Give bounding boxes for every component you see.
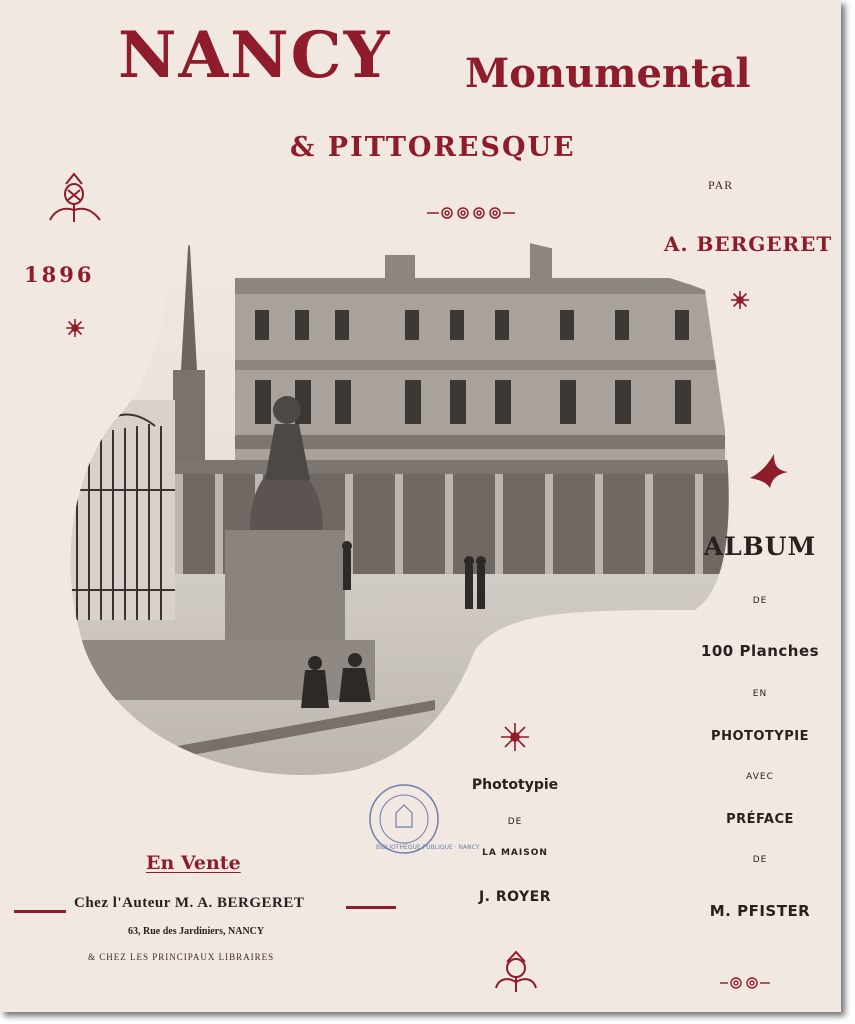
author-name: A. BERGERET bbox=[664, 232, 833, 256]
album-phototypie: PHOTOTYPIE bbox=[711, 729, 809, 744]
printer-phototypie: Phototypie bbox=[471, 777, 559, 793]
album-de-2: DE bbox=[752, 855, 768, 865]
thistle-icon bbox=[48, 172, 102, 224]
printer-maison: LA MAISON bbox=[482, 848, 548, 858]
album-en: EN bbox=[752, 689, 768, 699]
scroll-ornament-icon bbox=[718, 975, 772, 991]
album-planches: 100 Planches bbox=[700, 642, 820, 660]
printer-name: J. ROYER bbox=[478, 889, 552, 905]
rule-right bbox=[346, 906, 396, 909]
album-avec: AVEC bbox=[746, 772, 774, 782]
sale-author: Chez l'Auteur M. A. BERGERET bbox=[74, 895, 305, 911]
title-line2: & PITTORESQUE bbox=[290, 132, 576, 163]
album-de: DE bbox=[752, 596, 768, 606]
rule-left bbox=[14, 910, 66, 913]
preface-author: M. PFISTER bbox=[709, 902, 811, 920]
printer-de: DE bbox=[507, 817, 523, 827]
sale-libraires: & CHEZ LES PRINCIPAUX LIBRAIRES bbox=[88, 952, 275, 962]
sale-address: 63, Rue des Jardiniers, NANCY bbox=[128, 926, 265, 937]
title-main: NANCY bbox=[118, 18, 392, 93]
stamp-label: BIBLIOTHÈQUE PUBLIQUE · NANCY bbox=[376, 844, 480, 851]
library-stamp bbox=[368, 783, 480, 855]
sale-heading: En Vente bbox=[146, 852, 241, 874]
palace-photograph bbox=[55, 230, 735, 790]
title-sub: Monumental bbox=[465, 50, 751, 97]
album-heading: ALBUM bbox=[703, 532, 817, 561]
thistle-icon bbox=[494, 946, 538, 994]
album-preface: PRÉFACE bbox=[726, 812, 794, 827]
year: 1896 bbox=[24, 262, 95, 287]
swallow-icon bbox=[746, 448, 792, 494]
byline-par: PAR bbox=[708, 178, 734, 192]
scroll-ornament-icon bbox=[425, 204, 517, 222]
